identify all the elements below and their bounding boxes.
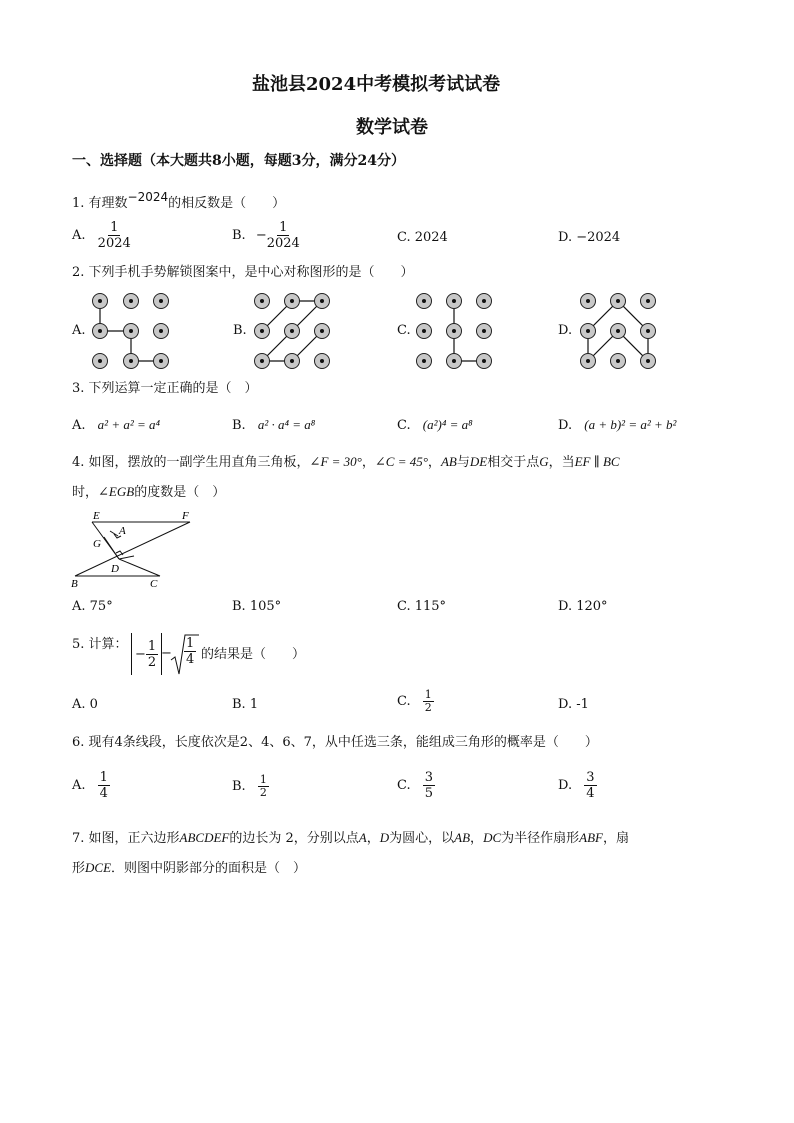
q6-c-label: C. bbox=[397, 778, 411, 793]
q5-c-label: C. bbox=[397, 694, 411, 709]
q1-stem-suffix: 的相反数是（ ） bbox=[168, 196, 286, 211]
q6-option-c[interactable] bbox=[397, 770, 435, 801]
q7-point-d: D bbox=[379, 830, 390, 845]
q4-option-a[interactable]: A. 75° bbox=[72, 599, 113, 614]
q1-a-den: 2024 bbox=[97, 236, 131, 251]
q4-parallel: EF ∥ BC bbox=[574, 454, 620, 469]
q5-f1-num: 1 bbox=[147, 638, 157, 654]
label-a: A bbox=[119, 525, 126, 537]
q6-b-num: 1 bbox=[259, 773, 267, 786]
q5-stem-prefix: 5. 计算： bbox=[72, 637, 128, 652]
label-e: E bbox=[93, 510, 100, 522]
q7-l1-b: 的边长为 2，分别以点 bbox=[229, 831, 359, 846]
q4-line2-prefix: 时， bbox=[72, 485, 99, 500]
q7-l1-d: 为半径作扇形 bbox=[501, 831, 580, 846]
q4-option-b[interactable]: B. 105° bbox=[232, 599, 282, 614]
q1-b-sign: − bbox=[255, 228, 267, 243]
q7-sector-dce: DCE bbox=[85, 860, 112, 875]
q3-d-expr: (a + b)² = a² + b² bbox=[584, 417, 677, 432]
q7-point-a: A bbox=[358, 830, 367, 845]
q5-c-den: 2 bbox=[424, 701, 432, 714]
q4-sep2: ， bbox=[427, 455, 441, 470]
q4-angle-f: ∠F = 30° bbox=[309, 454, 362, 469]
q7-l2-b: ．则图中阴影部分的面积是（ ） bbox=[111, 861, 307, 876]
q4-option-c[interactable]: C. 115° bbox=[397, 599, 447, 614]
q5-minus-1: − bbox=[135, 646, 146, 662]
q7-comma: ， bbox=[366, 831, 380, 846]
q3-c-expr: (a²)⁴ = a⁸ bbox=[422, 417, 473, 432]
q7-l1-a: 7. 如图，正六边形 bbox=[72, 831, 180, 846]
q3-b-label: B. bbox=[232, 418, 246, 433]
q3-d-label: D. bbox=[558, 418, 573, 433]
q5-minus-2: − bbox=[161, 646, 172, 661]
question-7-line-1 bbox=[72, 829, 629, 848]
q4-de: DE bbox=[469, 454, 488, 469]
q1-b-den: 2024 bbox=[266, 236, 300, 251]
label-d: D bbox=[111, 563, 119, 575]
q4-yu: 与 bbox=[456, 455, 470, 470]
q6-a-fraction bbox=[98, 770, 110, 801]
q5-f2-num: 1 bbox=[186, 636, 195, 651]
subject-title: 数学试卷 bbox=[356, 117, 428, 138]
q1-b-num: 1 bbox=[279, 220, 288, 235]
q5-option-b[interactable]: B. 1 bbox=[232, 697, 259, 712]
q6-c-num: 3 bbox=[424, 770, 434, 785]
question-6-stem: 6. 现有4条线段，长度依次是2、4、6、7，从中任选三条，能组成三角形的概率是（ ） bbox=[72, 735, 598, 750]
q5-option-a[interactable]: A. 0 bbox=[72, 697, 98, 712]
q4-line2-suffix: 的度数是（ ） bbox=[134, 485, 226, 500]
q5-f2-den: 4 bbox=[186, 652, 195, 667]
q2-option-b[interactable]: B. bbox=[233, 323, 247, 338]
q5-option-c[interactable] bbox=[397, 689, 434, 714]
q6-d-label: D. bbox=[558, 778, 573, 793]
q4-g: G bbox=[539, 454, 549, 469]
q5-sqrt-content bbox=[184, 636, 196, 667]
label-g: G bbox=[93, 538, 101, 550]
q6-b-den: 2 bbox=[259, 786, 267, 799]
q6-d-fraction bbox=[584, 770, 596, 801]
q7-hexagon: ABCDEF bbox=[179, 830, 230, 845]
section-heading: 一、选择题（本大题共8小题，每题3分，满分24分） bbox=[72, 153, 405, 169]
q6-c-fraction bbox=[423, 770, 435, 801]
q1-a-num: 1 bbox=[110, 220, 119, 235]
q3-b-expr: a² · a⁴ = a⁸ bbox=[257, 417, 316, 432]
q5-f1-den: 2 bbox=[147, 654, 157, 670]
q5-fraction-2 bbox=[184, 636, 196, 667]
label-c: C bbox=[150, 578, 158, 590]
q7-dc: DC bbox=[483, 830, 502, 845]
q6-option-b[interactable] bbox=[232, 774, 269, 799]
q6-d-num: 3 bbox=[586, 770, 595, 785]
q2-option-c[interactable]: C. bbox=[397, 323, 411, 338]
question-3-stem: 3. 下列运算一定正确的是（ ） bbox=[72, 381, 258, 396]
q4-angle-egb: ∠EGB bbox=[98, 484, 135, 499]
q6-a-label: A. bbox=[72, 778, 86, 793]
q6-a-den: 4 bbox=[99, 786, 108, 801]
q7-l1-e: ，扇 bbox=[602, 831, 629, 846]
q6-c-den: 5 bbox=[424, 786, 434, 801]
label-b: B bbox=[71, 578, 78, 590]
q1-option-d[interactable]: D. −2024 bbox=[558, 230, 621, 245]
q4-ab: AB bbox=[440, 454, 457, 469]
q4-angle-c: ∠C = 45° bbox=[374, 454, 428, 469]
q2-option-d[interactable]: D. bbox=[558, 323, 573, 338]
q1-number: −2024 bbox=[127, 190, 169, 204]
q7-l2-a: 形 bbox=[72, 861, 86, 876]
q6-option-d[interactable] bbox=[558, 770, 597, 801]
q5-stem-suffix: 的结果是（ ） bbox=[201, 647, 306, 662]
question-2-stem: 2. 下列手机手势解锁图案中，是中心对称图形的是（ ） bbox=[72, 265, 414, 280]
q3-a-expr: a² + a² = a⁴ bbox=[97, 417, 161, 432]
q5-c-num: 1 bbox=[424, 688, 432, 701]
q4-dang: ，当 bbox=[548, 455, 575, 470]
q7-sector-abf: ABF bbox=[579, 830, 603, 845]
q1-a-label: A. bbox=[72, 228, 86, 243]
q7-l1-c: 为圆心，以 bbox=[389, 831, 455, 846]
q1-option-c[interactable]: C. 2024 bbox=[397, 230, 448, 245]
q4-mid: 相交于点 bbox=[487, 455, 540, 470]
q3-c-label: C. bbox=[397, 418, 411, 433]
q6-option-a[interactable] bbox=[72, 770, 110, 801]
q6-a-num: 1 bbox=[99, 770, 108, 785]
q4-option-d[interactable]: D. 120° bbox=[558, 599, 608, 614]
q4-sep1: ， bbox=[361, 455, 375, 470]
q6-d-den: 4 bbox=[586, 786, 595, 801]
q1-stem-prefix: 1. 有理数 bbox=[72, 196, 128, 211]
question-7-line-2 bbox=[72, 859, 306, 878]
q1-b-label: B. bbox=[232, 228, 246, 243]
q6-b-label: B. bbox=[232, 779, 246, 794]
q7-comma-2: ， bbox=[470, 831, 484, 846]
q2-option-a[interactable]: A. bbox=[72, 323, 86, 338]
q6-b-fraction bbox=[258, 774, 269, 799]
q3-a-label: A. bbox=[72, 418, 86, 433]
q7-ab: AB bbox=[454, 830, 471, 845]
q5-c-fraction bbox=[423, 689, 434, 714]
exam-title: 盐池县2024中考模拟考试试卷 bbox=[252, 74, 501, 95]
q5-option-d[interactable]: D. -1 bbox=[558, 697, 589, 712]
q4-line1-text: 4. 如图，摆放的一副学生用直角三角板， bbox=[72, 455, 310, 470]
label-f: F bbox=[182, 510, 189, 522]
